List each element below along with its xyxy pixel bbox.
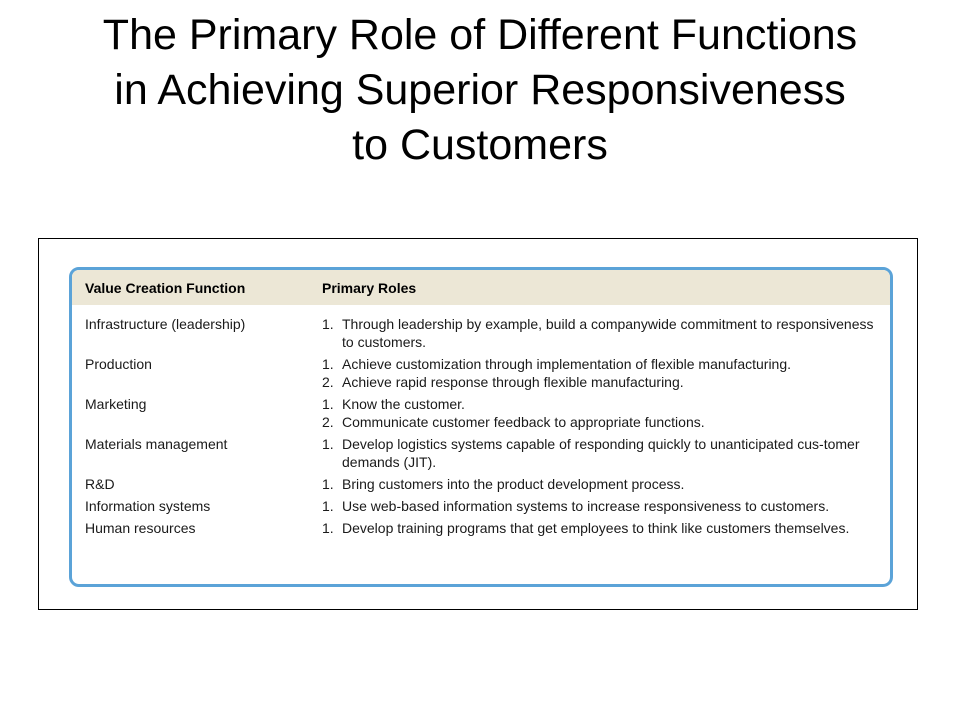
role-number: 2. bbox=[322, 374, 334, 390]
function-label: Materials management bbox=[85, 436, 228, 452]
roles-list bbox=[322, 519, 890, 537]
table-row bbox=[72, 497, 890, 515]
role-number: 1. bbox=[322, 520, 334, 536]
role-item bbox=[322, 497, 890, 515]
function-label: Infrastructure (leadership) bbox=[85, 316, 246, 332]
slide-title bbox=[30, 8, 930, 173]
role-text: Bring customers into the product development process. bbox=[342, 476, 685, 492]
function-label: Information systems bbox=[85, 498, 211, 514]
table-row bbox=[72, 435, 890, 471]
roles-list bbox=[322, 315, 890, 351]
role-item bbox=[322, 435, 890, 471]
role-text: Develop logistics systems capable of responding quickly to unanticipated cus-tomer demands (JIT). bbox=[342, 436, 860, 470]
roles-list bbox=[322, 395, 890, 431]
table-row bbox=[72, 519, 890, 537]
figure-frame bbox=[38, 238, 918, 610]
role-text: Through leadership by example, build a companywide commitment to responsiveness to customers. bbox=[342, 316, 874, 350]
header-primary-roles: Primary Roles bbox=[322, 280, 417, 296]
role-item bbox=[322, 315, 890, 351]
role-item bbox=[322, 395, 890, 413]
table-row bbox=[72, 315, 890, 351]
role-item bbox=[322, 413, 890, 431]
header-value-creation-function: Value Creation Function bbox=[85, 280, 246, 296]
roles-list bbox=[322, 497, 890, 515]
roles-list bbox=[322, 435, 890, 471]
role-text: Communicate customer feedback to appropriate functions. bbox=[342, 414, 705, 430]
role-number: 1. bbox=[322, 476, 334, 492]
role-item bbox=[322, 519, 890, 537]
function-label: R&D bbox=[85, 476, 115, 492]
role-number: 1. bbox=[322, 356, 334, 372]
role-number: 1. bbox=[322, 316, 334, 332]
role-number: 1. bbox=[322, 498, 334, 514]
role-text: Achieve customization through implementation of flexible manufacturing. bbox=[342, 356, 792, 372]
role-number: 1. bbox=[322, 396, 334, 412]
title-line-2: in Achieving Superior Responsiveness bbox=[114, 66, 846, 114]
roles-table bbox=[69, 267, 893, 587]
role-item bbox=[322, 373, 890, 391]
title-line-1: The Primary Role of Different Functions bbox=[102, 11, 858, 59]
role-number: 2. bbox=[322, 414, 334, 430]
table-body bbox=[72, 315, 890, 541]
role-text: Use web-based information systems to increase responsiveness to customers. bbox=[342, 498, 830, 514]
roles-list bbox=[322, 355, 890, 391]
table-row bbox=[72, 395, 890, 431]
role-item bbox=[322, 355, 890, 373]
table-row bbox=[72, 475, 890, 493]
roles-list bbox=[322, 475, 890, 493]
role-number: 1. bbox=[322, 436, 334, 452]
role-item bbox=[322, 475, 890, 493]
function-label: Marketing bbox=[85, 396, 147, 412]
function-label: Human resources bbox=[85, 520, 196, 536]
role-text: Know the customer. bbox=[342, 396, 465, 412]
table-header bbox=[72, 270, 890, 305]
title-line-3: to Customers bbox=[352, 121, 608, 169]
function-label: Production bbox=[85, 356, 152, 372]
role-text: Achieve rapid response through flexible manufacturing. bbox=[342, 374, 684, 390]
role-text: Develop training programs that get employees to think like customers themselves. bbox=[342, 520, 850, 536]
table-row bbox=[72, 355, 890, 391]
